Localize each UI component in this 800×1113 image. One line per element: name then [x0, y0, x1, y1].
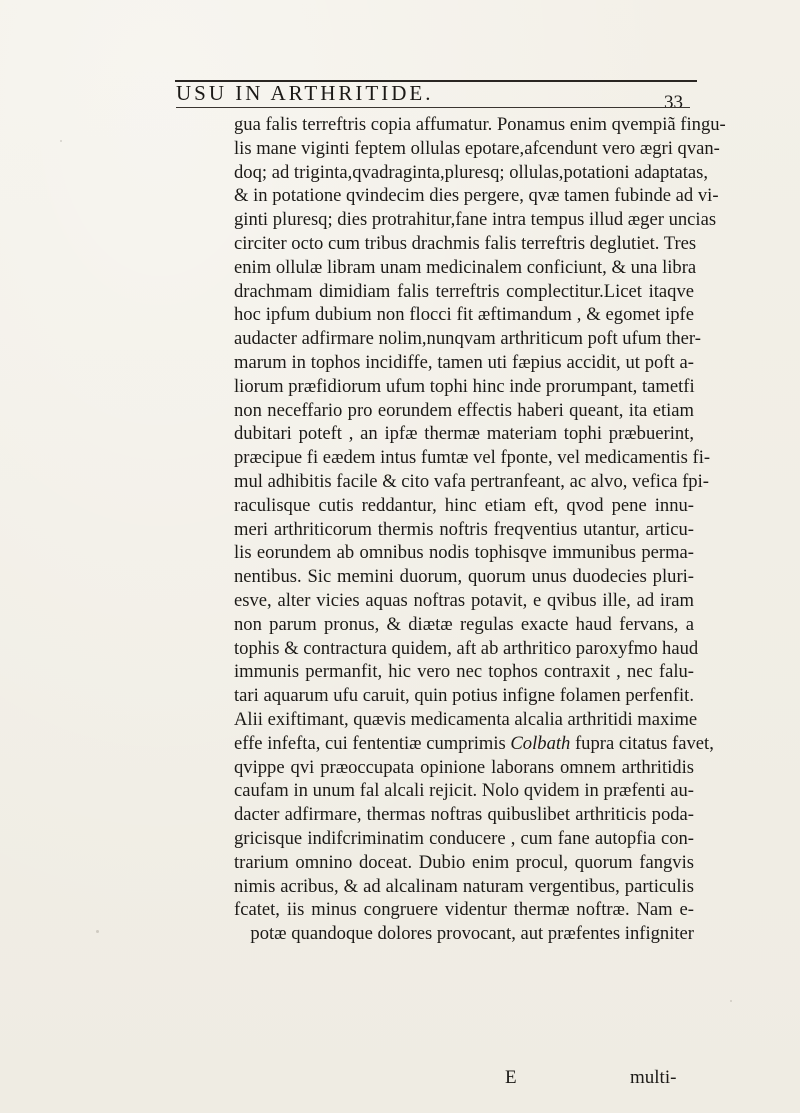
header-rule: [176, 107, 690, 108]
catchword: multi-: [630, 1067, 677, 1088]
text-line: qvippe qvi præoccupata opinione laborans omnem arthritidis: [234, 756, 694, 778]
text-line: dacter adfirmare, thermas noftras quibuslibet arthriticis poda-: [234, 804, 694, 826]
text-line: caufam in unum fal alcali rejicit. Nolo qvidem in præfenti au-: [234, 780, 694, 802]
paper-speck: [96, 930, 99, 933]
text-line: audacter adfirmare nolim,nunqvam arthriticum poft ufum ther-: [234, 328, 701, 350]
text-line: nimis acribus, & ad alcalinam naturam vergentibus, particulis: [234, 875, 694, 897]
text-line: gricisque indifcriminatim conducere , cum fane autopfia con-: [234, 827, 694, 849]
paper-speck: [60, 140, 62, 142]
signature-mark: E: [505, 1067, 517, 1088]
text-line: nentibus. Sic memini duorum, quorum unus duodecies pluri-: [234, 566, 694, 588]
text-line: liorum præfidiorum ufum tophi hinc inde prorumpant, tametfi: [234, 375, 695, 397]
text-line: immunis permanfit, hic vero nec tophos contraxit , nec falu-: [234, 661, 694, 683]
text-line: enim ollulæ libram unam medicinalem conficiunt, & una libra: [234, 256, 697, 278]
text-line: potæ quandoque dolores provocant, aut præfentes infigniter: [250, 923, 694, 945]
text-line: effe infefta, cui fententiæ cumprimis Colbath fupra citatus favet,: [234, 732, 714, 754]
text-line: Alii exiftimant, quævis medicamenta alcalia arthritidi maxime: [234, 708, 698, 730]
text-line: mul adhibitis facile & cito vafa pertranfeant, ac alvo, vefica fpi-: [234, 470, 709, 492]
text-line: ginti pluresq; dies protrahitur,fane intra tempus illud æger uncias: [234, 209, 717, 231]
text-line: præcipue fi eædem intus fumtæ vel fponte, vel medicamentis fi-: [234, 447, 711, 469]
text-line: raculisque cutis reddantur, hinc etiam eft, qvod pene innu-: [234, 494, 694, 516]
text-line: fcatet, iis minus congruere videntur thermæ noftræ. Nam e-: [234, 899, 694, 921]
text-line: lis mane viginti feptem ollulas epotare,afcendunt vero ægri qvan-: [234, 137, 720, 159]
text-line: tari aquarum ufu caruit, quin potius infigne folamen perfenfit.: [234, 685, 694, 707]
text-line: dubitari poteft , an ipfæ thermæ materiam tophi præbuerint,: [234, 423, 694, 445]
italic-author-name: Colbath: [510, 732, 571, 754]
text-line: tophis & contractura quidem, aft ab arthritico paroxyfmo haud: [234, 637, 699, 659]
text-line: drachmam dimidiam falis terreftris complectitur.Licet itaqve: [234, 280, 694, 302]
text-line: doq; ad triginta,qvadraginta,pluresq; ollulas,potationi adaptatas,: [234, 161, 709, 183]
text-line: circiter octo cum tribus drachmis falis terreftris deglutiet. Tres: [234, 232, 697, 254]
text-line: trarium omnino doceat. Dubio enim procul, quorum fangvis: [234, 851, 694, 873]
running-head: USU IN ARTHRITIDE.: [176, 81, 434, 105]
page-number: 33: [664, 92, 683, 113]
text-line: & in potatione qvindecim dies pergere, qvæ tamen fubinde ad vi-: [234, 185, 719, 207]
body-text: [234, 113, 726, 946]
text-line: gua falis terreftris copia affumatur. Ponamus enim qvempiã fingu-: [234, 114, 726, 135]
text-line: non parum pronus, & diætæ regulas exacte haud fervans, a: [234, 613, 694, 635]
text-line: hoc ipfum dubium non flocci fit æftimandum , & egomet ipfe: [234, 304, 694, 326]
text-line: marum in tophos incidiffe, tamen uti fæpius accidit, ut poft a-: [234, 351, 694, 373]
paper-speck: [730, 1000, 732, 1002]
text-line: lis eorundem ab omnibus nodis tophisqve immunibus perma-: [234, 542, 694, 564]
text-line: non neceffario pro eorundem effectis haberi queant, ita etiam: [234, 399, 694, 421]
text-line: meri arthriticorum thermis noftris freqventius utantur, articu-: [234, 518, 694, 540]
text-line: esve, alter vicies aquas noftras potavit, e qvibus ille, ad iram: [234, 589, 694, 611]
